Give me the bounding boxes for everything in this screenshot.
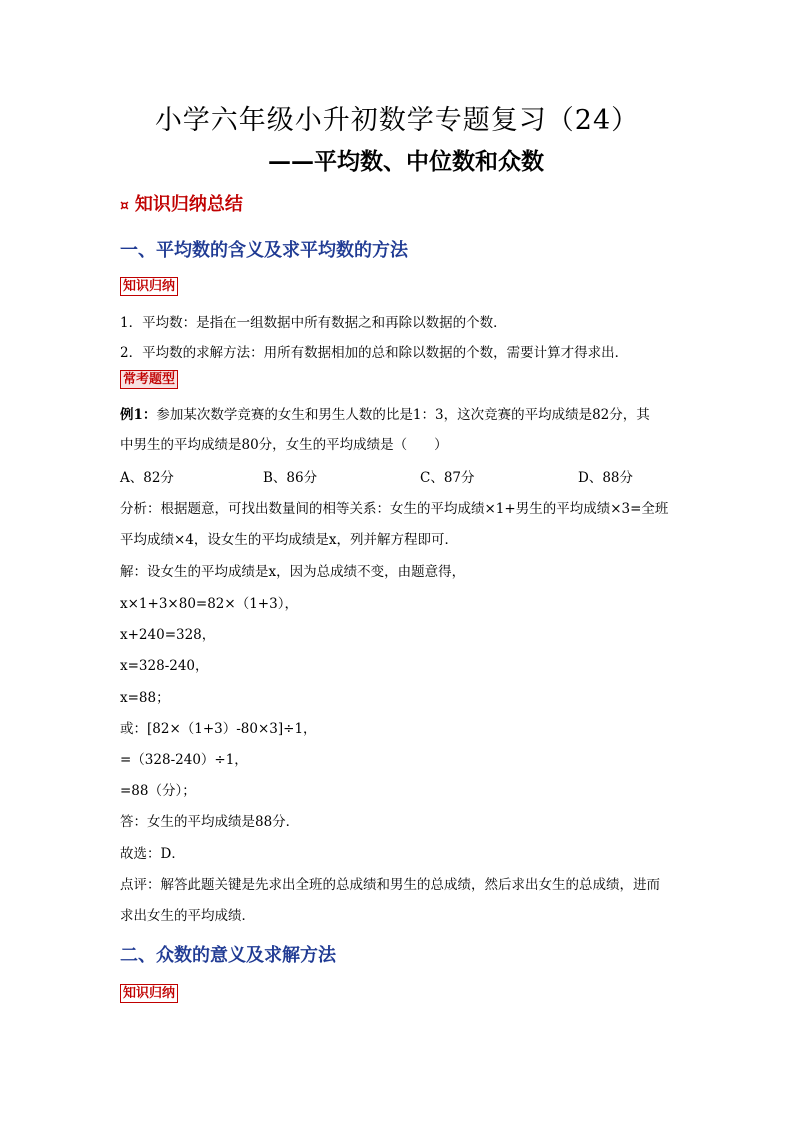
solution-line: x=88；	[120, 690, 170, 706]
page-subtitle: ——平均数、中位数和众数	[268, 148, 544, 175]
common-questions-tag: 常考题型	[120, 370, 178, 389]
answer-line: 答：女生的平均成绩是88分．	[120, 814, 300, 830]
solution-line: 或：[82×（1+3）-80×3]÷1，	[120, 721, 317, 737]
option-c: C、87分	[420, 470, 475, 486]
analysis-line1: 分析：根据题意，可找出数量间的相等关系：女生的平均成绩×1+男生的平均成绩×3=全班	[120, 501, 669, 517]
page-title: 小学六年级小升初数学专题复习（24）	[154, 105, 640, 136]
example-label: 例1：	[120, 407, 157, 423]
solution-line: =88（分）；	[120, 783, 196, 799]
section-heading-label: 知识归纳总结	[134, 194, 243, 215]
section2-heading: 二、众数的意义及求解方法	[120, 945, 336, 966]
solution-line: 解：设女生的平均成绩是x，因为总成绩不变，由题意得，	[120, 564, 466, 580]
point-1: 1．平均数：是指在一组数据中所有数据之和再除以数据的个数．	[120, 315, 507, 331]
knowledge-tag-2: 知识归纳	[120, 984, 178, 1003]
example-question-line1	[120, 403, 650, 423]
solution-line: x=328-240，	[120, 658, 209, 674]
point-2: 2．平均数的求解方法：用所有数据相加的总和除以数据的个数，需要计算才得求出．	[120, 345, 629, 361]
choice-line: 故选：D．	[120, 846, 185, 862]
comment-line2: 求出女生的平均成绩．	[120, 908, 255, 924]
solution-line: x×1+3×80=82×（1+3），	[120, 596, 298, 612]
comment-line1: 点评：解答此题关键是先求出全班的总成绩和男生的总成绩，然后求出女生的总成绩，进而	[120, 877, 660, 893]
option-b: B、86分	[263, 470, 318, 486]
option-a: A、82分	[120, 470, 174, 486]
solution-line: x+240=328，	[120, 627, 216, 643]
section-heading	[120, 190, 243, 216]
section1-heading: 一、平均数的含义及求平均数的方法	[120, 240, 408, 261]
analysis-line2: 平均成绩×4，设女生的平均成绩是x，列并解方程即可．	[120, 532, 459, 548]
option-d: D、88分	[578, 470, 634, 486]
solution-line: =（328-240）÷1，	[120, 752, 248, 768]
example-question-text: 参加某次数学竞赛的女生和男生人数的比是1：3，这次竞赛的平均成绩是82分，其	[156, 407, 650, 423]
square-marker-icon: ¤	[120, 198, 129, 214]
knowledge-tag: 知识归纳	[120, 277, 178, 296]
example-question-line2: 中男生的平均成绩是80分，女生的平均成绩是（ ）	[120, 437, 448, 453]
